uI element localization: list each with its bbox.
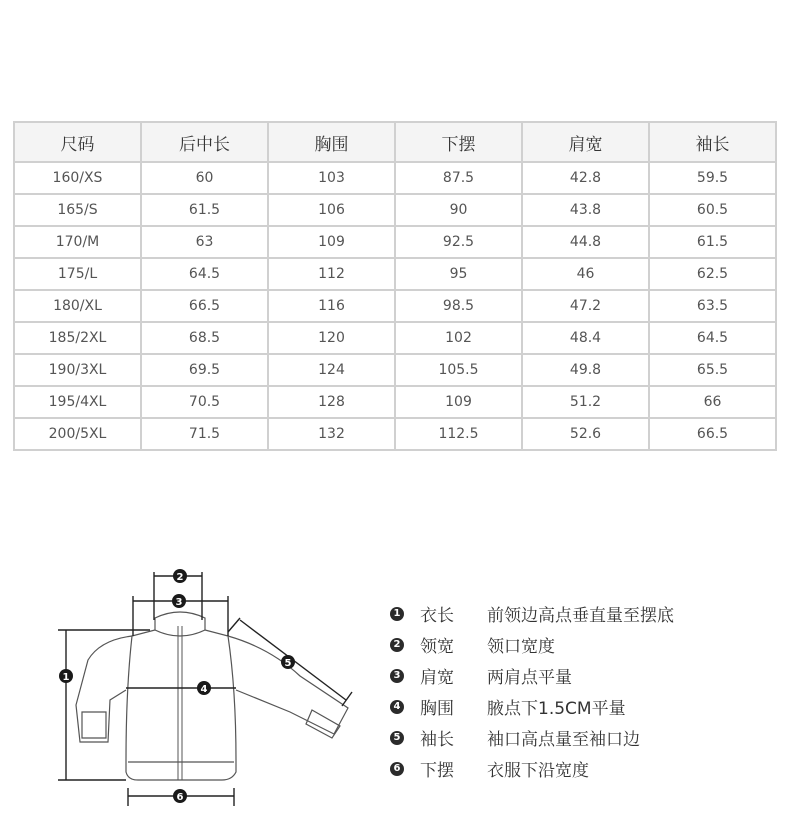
table-cell: 102 [395,322,522,354]
legend-term: 胸围 [420,699,454,719]
table-cell: 61.5 [649,226,776,258]
table-cell: 95 [395,258,522,290]
legend-number: 2 [390,638,404,652]
header-shoulder: 肩宽 [522,122,649,162]
legend-number: 4 [390,700,404,714]
table-cell: 90 [395,194,522,226]
table-cell: 175/L [14,258,141,290]
table-cell: 61.5 [141,194,268,226]
legend-item [390,753,770,784]
header-size: 尺码 [14,122,141,162]
table-cell: 200/5XL [14,418,141,450]
table-cell: 42.8 [522,162,649,194]
legend-term: 下摆 [420,761,454,781]
table-cell: 160/XS [14,162,141,194]
table-cell: 49.8 [522,354,649,386]
legend-number: 3 [390,669,404,683]
table-cell: 51.2 [522,386,649,418]
table-body [14,162,776,450]
legend-description: 两肩点平量 [487,668,572,688]
marker-3-label: 3 [175,597,183,608]
table-cell: 63.5 [649,290,776,322]
marker-1-label: 1 [62,672,70,683]
legend-item [390,660,770,691]
table-cell: 180/XL [14,290,141,322]
legend-number: 1 [390,607,404,621]
table-cell: 112.5 [395,418,522,450]
table-cell: 66.5 [141,290,268,322]
header-back-length: 后中长 [141,122,268,162]
header-hem: 下摆 [395,122,522,162]
table-cell: 62.5 [649,258,776,290]
table-row [14,290,776,322]
table-cell: 66.5 [649,418,776,450]
legend-description: 腋点下1.5CM平量 [487,699,626,719]
table-cell: 66 [649,386,776,418]
table-cell: 47.2 [522,290,649,322]
table-cell: 132 [268,418,395,450]
table-row [14,258,776,290]
table-cell: 71.5 [141,418,268,450]
marker-4-label: 4 [200,684,208,695]
table-cell: 190/3XL [14,354,141,386]
header-sleeve: 袖长 [649,122,776,162]
jacket-diagram [40,560,370,820]
table-cell: 195/4XL [14,386,141,418]
table-cell: 185/2XL [14,322,141,354]
table-cell: 68.5 [141,322,268,354]
legend-description: 衣服下沿宽度 [487,761,589,781]
table-cell: 87.5 [395,162,522,194]
table-cell: 106 [268,194,395,226]
marker-2-label: 2 [176,572,184,583]
table-cell: 120 [268,322,395,354]
table-cell: 63 [141,226,268,258]
table-header-row [14,122,776,162]
legend-description: 前领边高点垂直量至摆底 [487,606,674,626]
legend-term: 袖长 [420,730,454,750]
table-cell: 112 [268,258,395,290]
table-row [14,386,776,418]
legend-item [390,629,770,660]
table-row [14,162,776,194]
table-cell: 43.8 [522,194,649,226]
table-cell: 165/S [14,194,141,226]
legend-description: 袖口高点量至袖口边 [487,730,640,750]
table-row [14,354,776,386]
table-row [14,226,776,258]
legend-item [390,722,770,753]
table-cell: 128 [268,386,395,418]
table-cell: 64.5 [141,258,268,290]
table-cell: 69.5 [141,354,268,386]
table-row [14,194,776,226]
table-cell: 60 [141,162,268,194]
measurement-legend [390,598,770,784]
legend-number: 5 [390,731,404,745]
marker-6-label: 6 [176,792,184,803]
legend-number: 6 [390,762,404,776]
table-cell: 92.5 [395,226,522,258]
table-cell: 64.5 [649,322,776,354]
header-chest: 胸围 [268,122,395,162]
legend-item [390,691,770,722]
table-cell: 59.5 [649,162,776,194]
table-cell: 70.5 [141,386,268,418]
table-cell: 60.5 [649,194,776,226]
table-cell: 52.6 [522,418,649,450]
table-cell: 109 [395,386,522,418]
marker-5-label: 5 [284,658,292,669]
legend-term: 领宽 [420,637,454,657]
table-cell: 48.4 [522,322,649,354]
table-cell: 105.5 [395,354,522,386]
legend-term: 肩宽 [420,668,454,688]
table-cell: 170/M [14,226,141,258]
legend-item [390,598,770,629]
table-cell: 44.8 [522,226,649,258]
legend-description: 领口宽度 [487,637,555,657]
table-row [14,322,776,354]
size-table [13,121,777,451]
table-row [14,418,776,450]
table-cell: 46 [522,258,649,290]
table-cell: 65.5 [649,354,776,386]
table-cell: 116 [268,290,395,322]
table-cell: 124 [268,354,395,386]
table-cell: 109 [268,226,395,258]
table-cell: 103 [268,162,395,194]
table-cell: 98.5 [395,290,522,322]
legend-term: 衣长 [420,606,454,626]
